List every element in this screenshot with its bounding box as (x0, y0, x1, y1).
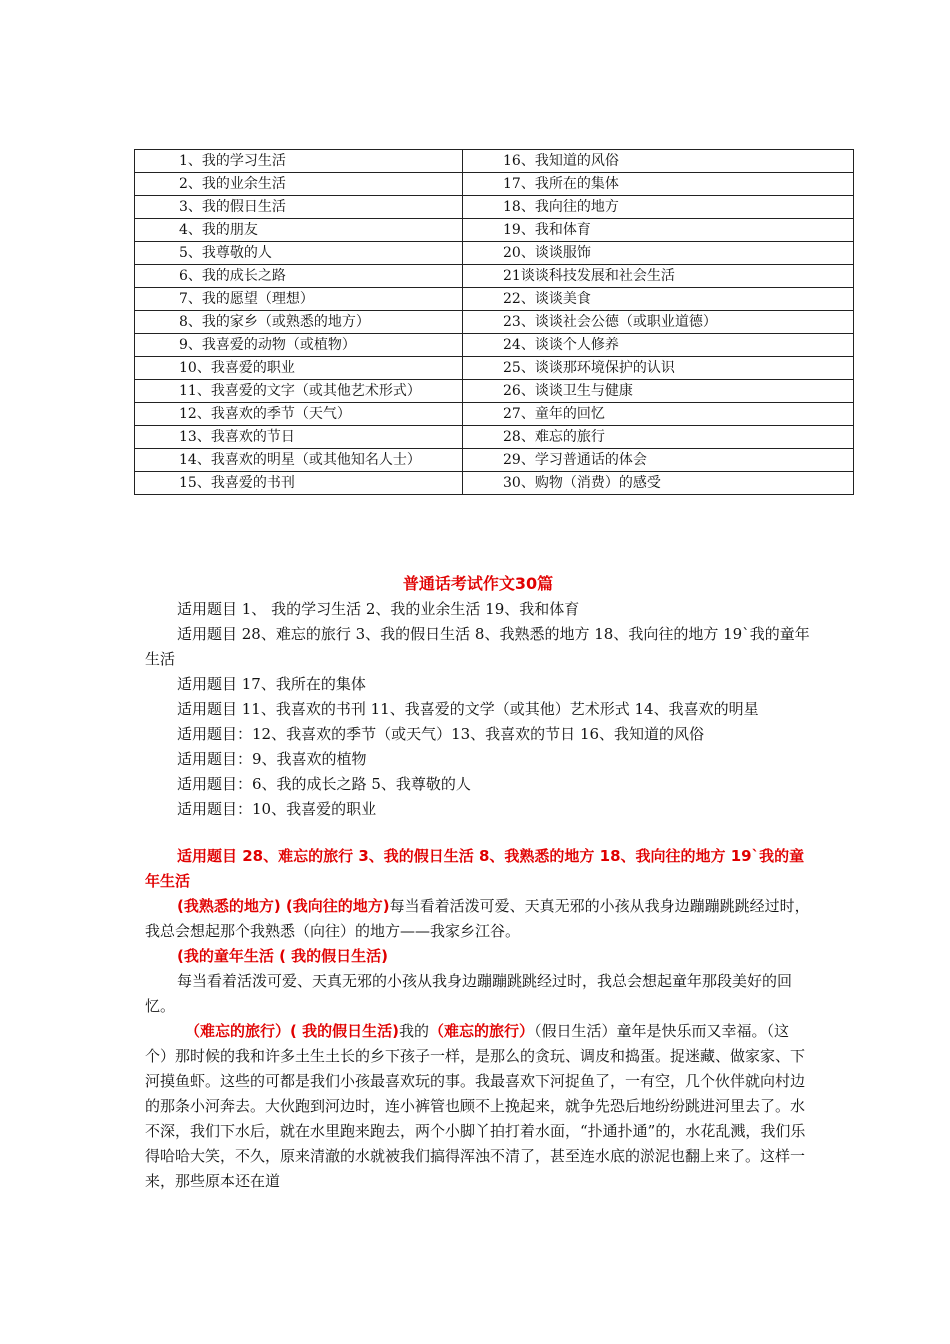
topic-text: 1、我的学习生活 (179, 153, 286, 169)
table-row (135, 196, 854, 219)
essay-tag: （难忘的旅行）( 我的假日生活) (185, 1022, 399, 1040)
topic-text: 4、我的朋友 (179, 222, 258, 238)
table-row (135, 472, 854, 495)
applicable-line: 适用题目 11、我喜欢的书刊 11、我喜爱的文学（或其他）艺术形式 14、我喜欢的明星 (177, 700, 759, 718)
table-cell (135, 426, 463, 449)
table-row (135, 334, 854, 357)
table-cell: 20、谈谈服饰 (463, 242, 854, 265)
essay-text: 我的 (398, 1022, 429, 1040)
table-cell (135, 196, 463, 219)
document-title: 普通话考试作文30篇 (402, 574, 554, 593)
table-row (135, 242, 854, 265)
topic-text: 3、我的假日生活 (179, 199, 286, 215)
topic-text: 13、我喜欢的节日 (179, 429, 295, 445)
table-cell (135, 472, 463, 495)
table-cell: 16、我知道的风俗 (463, 150, 854, 173)
topic-text: 9、我喜爱的动物（或植物） (179, 337, 356, 353)
topic-text: 6、我的成长之路 (179, 268, 286, 284)
table-row (135, 449, 854, 472)
essay-tag: (我的童年生活 ( 我的假日生活) (177, 947, 389, 965)
essay-paragraph (145, 894, 811, 944)
table-cell: 27、童年的回忆 (463, 403, 854, 426)
table-cell: 28、难忘的旅行 (463, 426, 854, 449)
table-row (135, 288, 854, 311)
topic-text: 8、我的家乡（或熟悉的地方） (179, 314, 370, 330)
table-cell (135, 265, 463, 288)
applicable-line: 适用题目：9、我喜欢的植物 (177, 750, 367, 768)
topic-text: 2、我的业余生活 (179, 176, 286, 192)
table-cell: 18、我向往的地方 (463, 196, 854, 219)
table-cell (135, 173, 463, 196)
table-cell (135, 219, 463, 242)
applicable-line: 适用题目：6、我的成长之路 5、我尊敬的人 (177, 775, 471, 793)
topic-text: 7、我的愿望（理想） (179, 291, 314, 307)
table-cell (135, 150, 463, 173)
table-cell: 22、谈谈美食 (463, 288, 854, 311)
topic-text: 15、我喜爱的书刊 (179, 475, 295, 491)
applicable-line: 适用题目：12、我喜欢的季节（或天气）13、我喜欢的节日 16、我知道的风俗 (177, 725, 705, 743)
table-cell (135, 357, 463, 380)
table-cell (135, 380, 463, 403)
table-cell (135, 334, 463, 357)
topic-text: 5、我尊敬的人 (179, 245, 272, 261)
table-cell: 29、学习普通话的体会 (463, 449, 854, 472)
essay-tag: （难忘的旅行） (428, 1022, 534, 1040)
table-cell (135, 403, 463, 426)
topic-text: 14、我喜欢的明星（或其他知名人士） (179, 452, 421, 468)
topic-text: 11、我喜爱的文字（或其他艺术形式） (179, 383, 421, 399)
table-cell: 30、购物（消费）的感受 (463, 472, 854, 495)
applicable-line: 适用题目 28、难忘的旅行 3、我的假日生活 8、我熟悉的地方 18、我向往的地方 19`我的童年生活 (145, 625, 810, 668)
essay-paragraph: 每当看着活泼可爱、天真无邪的小孩从我身边蹦蹦跳跳经过时，我总会想起童年那段美好的回忆。 (145, 972, 793, 1015)
table-cell: 26、谈谈卫生与健康 (463, 380, 854, 403)
topics-table (134, 149, 854, 495)
table-cell (135, 311, 463, 334)
essay-heading: 适用题目 28、难忘的旅行 3、我的假日生活 8、我熟悉的地方 18、我向往的地方 19`我的童年生活 (145, 847, 805, 890)
document-body (145, 571, 811, 1194)
table-row (135, 173, 854, 196)
table-row (135, 426, 854, 449)
essay-paragraph (145, 1019, 811, 1194)
applicable-line: 适用题目 17、我所在的集体 (177, 675, 366, 693)
applicable-line: 适用题目：10、我喜爱的职业 (177, 800, 377, 818)
topics-table-body (135, 150, 854, 495)
table-cell: 19、我和体育 (463, 219, 854, 242)
essay-tag: (我熟悉的地方) (我向往的地方) (177, 897, 390, 915)
table-row (135, 150, 854, 173)
essay-paragraph (145, 944, 811, 969)
table-cell: 25、谈谈那环境保护的认识 (463, 357, 854, 380)
essay-text: （假日生活）童年是快乐而又幸福。（这个）那时候的我和许多土生土长的乡下孩子一样，是那么的贪玩、调皮和捣蛋。捉迷藏、做家家、下河摸鱼虾。这些的可都是我们小孩最喜欢玩的事。我最喜欢下河捉鱼了，一有空，几个伙伴就向村边的那条小河奔去。大伙跑到河边时，连小裤管也顾不上挽起来，就争先恐后地纷纷跳进河里去了。水不深，我们下水后，就在水里跑来跑去，两个小脚丫拍打着水面，“扑通扑通”的，水花乱溅，我们乐得哈哈大笑，不久，原来清澈的水就被我们搞得浑浊不清了，甚至连水底的淤泥也翻上来了。这样一来，那些原本还在道 (145, 1022, 806, 1190)
table-row (135, 265, 854, 288)
table-cell: 23、谈谈社会公德（或职业道德） (463, 311, 854, 334)
table-row (135, 311, 854, 334)
topic-text: 10、我喜爱的职业 (179, 360, 295, 376)
table-row (135, 357, 854, 380)
essay-text: 每当看着活泼可爱、天真无邪的小孩从我身边蹦蹦跳跳经过时，我总会想起那个我熟悉（向往）的地方——我家乡江谷。 (145, 897, 810, 940)
table-cell (135, 242, 463, 265)
spacer (145, 822, 811, 844)
table-cell: 21谈谈科技发展和社会生活 (463, 265, 854, 288)
topic-text: 12、我喜欢的季节（天气） (179, 406, 351, 422)
table-cell (135, 449, 463, 472)
table-row (135, 403, 854, 426)
table-cell (135, 288, 463, 311)
table-row (135, 380, 854, 403)
table-cell: 17、我所在的集体 (463, 173, 854, 196)
applicable-line: 适用题目 1、 我的学习生活 2、我的业余生活 19、我和体育 (177, 600, 580, 618)
table-cell: 24、谈谈个人修养 (463, 334, 854, 357)
table-row (135, 219, 854, 242)
